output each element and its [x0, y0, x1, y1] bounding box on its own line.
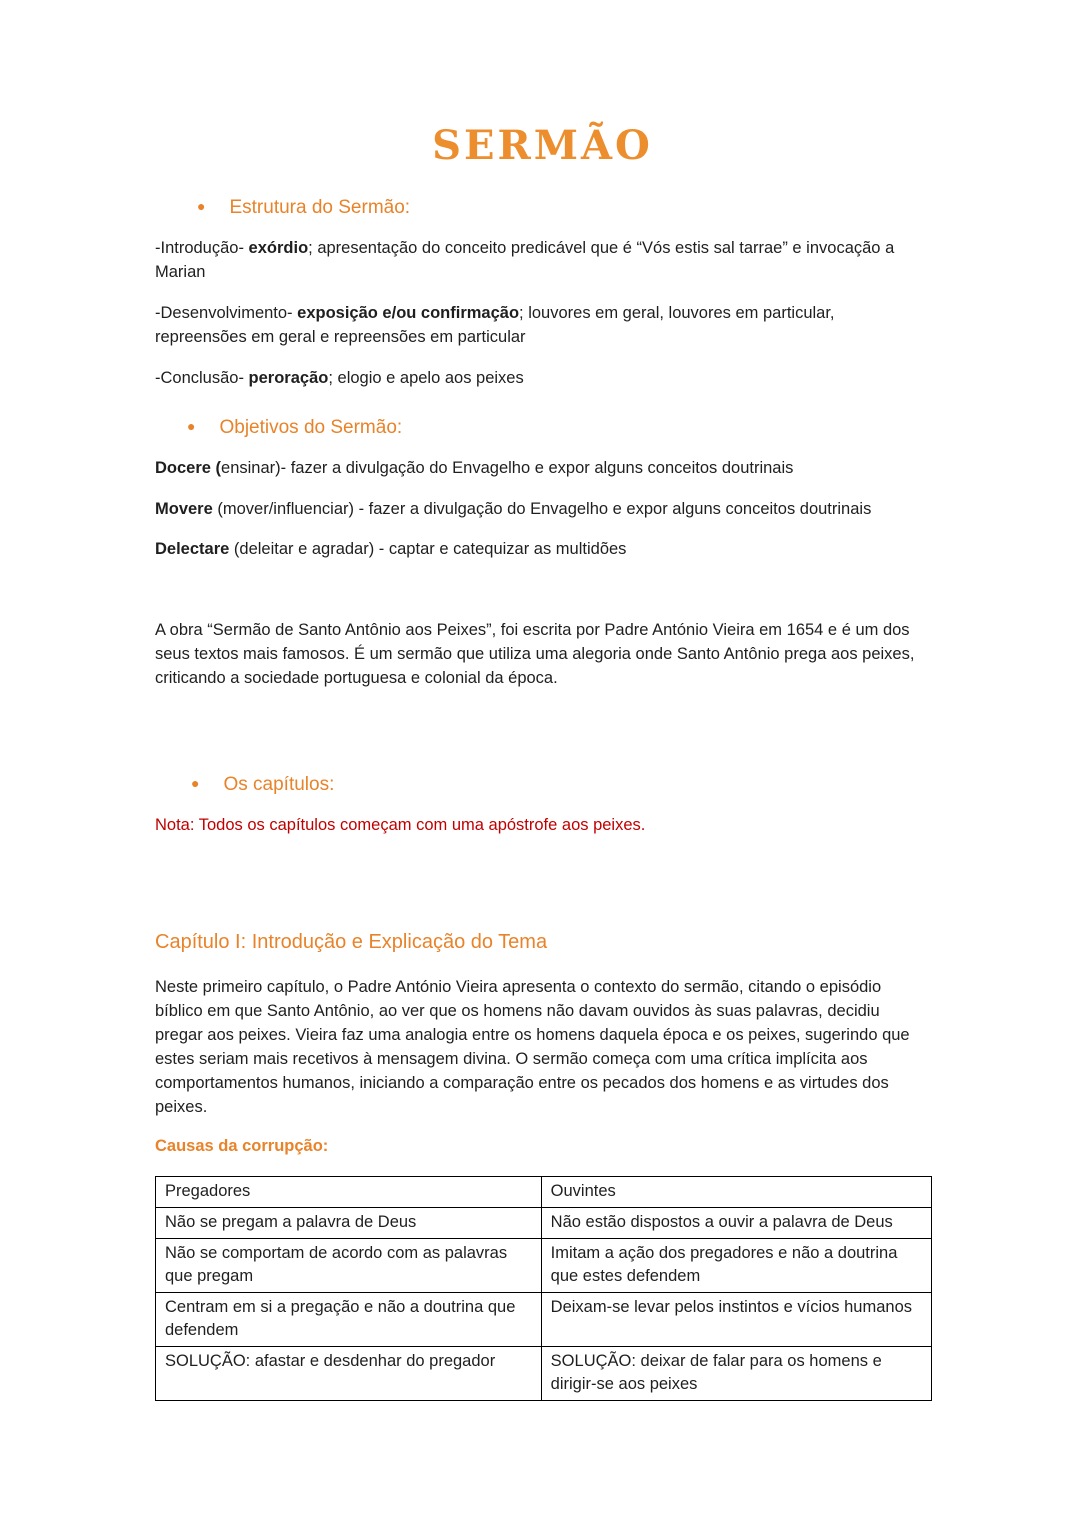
paragraph-docere: Docere (ensinar)- fazer a divulgação do Envagelho e expor alguns conceitos doutrinais [155, 458, 794, 477]
paragraph-delectare: Delectare (deleitar e agradar) - captar e catequizar as multidões [155, 540, 627, 559]
paragraph-obra: A obra “Sermão de Santo Antônio aos Peixes”, foi escrita por Padre António Vieira em 1654 e é um dos seus textos mais famosos. É um sermão que utiliza uma alegoria onde Santo Antônio prega aos peixes, criticando a sociedade portuguesa e colonial da época. [155, 621, 915, 688]
paragraph-conclusao: -Conclusão- peroração; elogio e apelo aos peixes [155, 368, 524, 387]
bullet-icon: ● [197, 198, 206, 214]
table-cell: Não estão dispostos a ouvir a palavra de Deus [541, 1207, 931, 1238]
paragraph-movere: Movere (mover/influenciar) - fazer a divulgação do Envagelho e expor alguns conceitos doutrinais [155, 499, 872, 518]
table-cell: Não se comportam de acordo com as palavras que pregam [156, 1238, 542, 1292]
table-cell: Centram em si a pregação e não a doutrina que defendem [156, 1292, 542, 1346]
table-cell: SOLUÇÃO: deixar de falar para os homens e dirigir-se aos peixes [541, 1347, 931, 1401]
table-cell: Ouvintes [541, 1176, 931, 1207]
causes-heading: Causas da corrupção: [155, 1136, 329, 1155]
bullet-icon: ● [191, 775, 200, 792]
spacer [155, 855, 930, 901]
section-heading-capitulos [155, 774, 930, 796]
table-row [156, 1176, 932, 1207]
table-row [156, 1238, 932, 1292]
note-text: Nota: Todos os capítulos começam com uma apóstrofe aos peixes. [155, 816, 646, 835]
section-heading-estrutura [155, 197, 930, 219]
chapter-heading: Capítulo I: Introdução e Explicação do Tema [155, 931, 548, 954]
section-heading-label: Objetivos do Sermão: [219, 416, 403, 438]
bullet-icon: ● [187, 417, 196, 434]
spacer [155, 579, 930, 619]
paragraph-capitulo1: Neste primeiro capítulo, o Padre António Vieira apresenta o contexto do sermão, citando o episódio bíblico em que Santo Antônio, ao ver que os homens não davam ouvidos às suas palavras, decidiu pregar aos peixes. Vieira faz uma analogia entre os homens daquela época e os peixes, sugerindo que estes seriam mais recetivos à mensagem divina. O sermão começa com uma crítica implícita aos comportamentos humanos, iniciando a comparação entre os pecados dos homens e as virtudes dos peixes. [155, 978, 910, 1116]
spacer [155, 708, 930, 748]
section-heading-label: Estrutura do Sermão: [229, 197, 411, 218]
section-heading-objetivos [155, 417, 930, 439]
table-row [156, 1292, 932, 1346]
section-heading-label: Os capítulos: [223, 774, 335, 796]
corruption-table [155, 1176, 932, 1402]
paragraph-desenvolvimento: -Desenvolvimento- exposição e/ou confirmação; louvores em geral, louvores em particular, repreensões em geral e repreensões em particular [155, 303, 835, 346]
table-row [156, 1347, 932, 1401]
paragraph-introducao: -Introdução- exórdio; apresentação do conceito predicável que é “Vós estis sal tarrae” e invocação a Marian [155, 239, 895, 281]
table-cell: Imitam a ação dos pregadores e não a doutrina que estes defendem [541, 1238, 931, 1292]
table-row [156, 1207, 932, 1238]
page-title: SERMÃO [432, 122, 653, 169]
table-cell: SOLUÇÃO: afastar e desdenhar do pregador [156, 1347, 542, 1401]
table-cell: Deixam-se levar pelos instintos e vícios humanos [541, 1292, 931, 1346]
table-cell: Não se pregam a palavra de Deus [156, 1207, 542, 1238]
table-cell: Pregadores [156, 1176, 542, 1207]
